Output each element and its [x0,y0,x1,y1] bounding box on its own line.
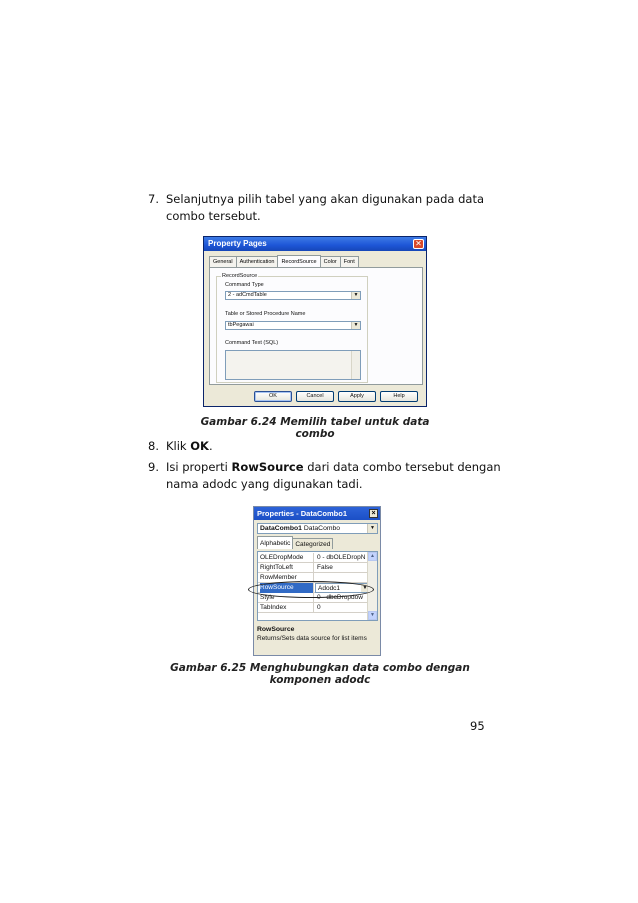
caption-figure-6-25: Gambar 6.25 Menghubungkan data combo dengan komponen adodc [170,662,470,686]
ok-button[interactable]: OK [254,391,292,402]
tab-authentication[interactable]: Authentication [236,256,279,267]
dialog-title: Property Pages [204,237,426,251]
table-value: tbPegawai [228,322,254,328]
recordsource-panel [209,267,423,385]
property-row[interactable] [258,563,370,573]
property-name: OLEDropMode [260,553,314,563]
property-value: 0 - dbcDropdow [317,594,363,601]
description-title: RowSource [257,626,295,633]
step-text-bold: RowSource [231,460,304,474]
object-name: DataCombo1 [260,525,302,532]
cancel-button[interactable]: Cancel [296,391,334,402]
chevron-down-icon[interactable]: ▼ [368,611,377,620]
help-button[interactable]: Help [380,391,418,402]
tab-recordsource[interactable]: RecordSource [277,255,320,267]
property-value: False [317,564,333,571]
chevron-up-icon[interactable]: ▲ [368,552,377,561]
properties-title: Properties - DataCombo1 [254,507,380,520]
step-text: Selanjutnya pilih tabel yang akan digunakan pada data combo tersebut. [166,192,485,223]
step-text-prefix: Klik [166,439,191,453]
sql-label: Command Text (SQL) [225,340,279,346]
property-name: RightToLeft [260,563,314,573]
tab-color[interactable]: Color [320,256,341,267]
property-row[interactable] [258,553,370,563]
close-icon[interactable]: × [369,509,378,518]
chevron-down-icon[interactable]: ▼ [351,292,360,299]
step-text [166,459,506,493]
group-label: RecordSource [222,273,258,279]
command-type-label: Command Type [225,282,264,288]
step-text-suffix: dari data combo tersebut dengan nama adodc yang digunakan tadi. [166,460,501,491]
property-row[interactable] [258,603,370,613]
property-name: RowMember [260,573,314,583]
tab-categorized[interactable]: Categorized [292,538,333,549]
caption-figure-6-24: Gambar 6.24 Memilih tabel untuk data combo [200,416,430,440]
close-icon[interactable]: ✕ [413,239,424,249]
property-value: 0 [317,604,321,611]
apply-button[interactable]: Apply [338,391,376,402]
step-text-suffix: . [208,439,213,453]
step-text-bold: OK [190,439,209,453]
tab-font[interactable]: Font [340,256,359,267]
step-text [166,438,506,455]
step-9 [148,459,508,495]
tab-alphabetic[interactable]: Alphabetic [257,536,293,549]
step-number: 7. [148,192,159,206]
step-text-prefix: Isi properti [166,460,232,474]
highlight-ellipse [248,581,374,598]
table-label: Table or Stored Procedure Name [225,311,306,317]
step-8 [148,438,508,456]
property-description [257,625,378,653]
scrollbar[interactable] [351,351,360,379]
step-number: 8. [148,439,159,453]
property-name: Style [260,593,314,603]
property-pages-dialog [203,236,427,407]
table-select[interactable] [225,321,361,330]
property-name: RowSource [260,583,314,593]
recordsource-group [216,273,368,383]
step-7 [148,191,508,227]
description-text: Returns/Sets data source for list items [257,635,367,642]
chevron-down-icon[interactable]: ▼ [362,585,368,591]
step-number: 9. [148,460,159,474]
tab-general[interactable]: General [209,256,237,267]
chevron-down-icon[interactable]: ▼ [351,322,360,329]
property-value: 0 - dbOLEDropN [317,554,366,561]
properties-tabs [257,538,332,549]
property-name: TabIndex [260,603,314,613]
property-value: Adodc1 [318,585,341,592]
command-type-value: 2 - adCmdTable [228,292,267,298]
object-type: DataCombo [303,525,341,532]
object-select[interactable] [257,523,378,534]
sql-textarea[interactable] [225,350,361,380]
chevron-down-icon[interactable]: ▼ [367,524,377,533]
page-number: 95 [470,719,485,733]
command-type-select[interactable] [225,291,361,300]
